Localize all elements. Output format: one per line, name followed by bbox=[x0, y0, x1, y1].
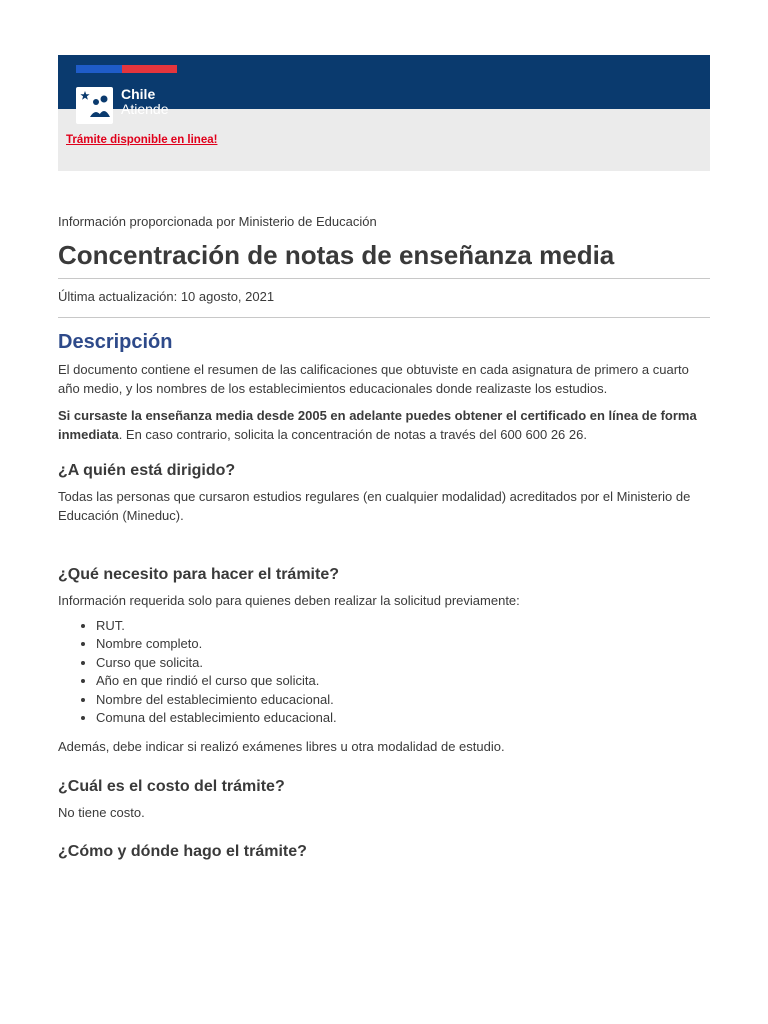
last-updated: Última actualización: 10 agosto, 2021 bbox=[58, 279, 710, 318]
requirements-note: Además, debe indicar si realizó exámenes libres u otra modalidad de estudio. bbox=[58, 738, 505, 754]
list-item: • RUT. bbox=[96, 617, 710, 636]
cost-heading: ¿Cuál es el costo del trámite? bbox=[58, 778, 285, 795]
cost-text: No tiene costo. bbox=[58, 805, 145, 820]
requirements-heading: ¿Qué necesito para hacer el trámite? bbox=[58, 566, 339, 583]
source-info: Información proporcionada por Ministerio de Educación bbox=[58, 214, 377, 229]
requirements-list bbox=[58, 617, 710, 728]
description-heading: Descripción bbox=[58, 331, 173, 353]
chile-atiende-logo-icon bbox=[76, 87, 113, 124]
online-certificate-bold: Si cursaste la enseñanza media desde 2005 en adelante puedes obtener el certificado en línea de forma inmediata bbox=[58, 408, 697, 442]
online-certificate-rest: . En caso contrario, solicita la concentración de notas a través del 600 600 26 26. bbox=[118, 426, 587, 442]
chile-atiende-logo[interactable] bbox=[76, 87, 168, 124]
main-content bbox=[58, 212, 710, 869]
audience-text: Todas las personas que cursaron estudios regulares (en cualquier modalidad) acreditados por el Ministerio de Educación (Mineduc). bbox=[58, 489, 691, 523]
site-header bbox=[58, 55, 710, 171]
flag-red-stripe bbox=[122, 65, 177, 73]
header-band bbox=[58, 55, 710, 117]
list-item: • Nombre del establecimiento educacional. bbox=[96, 691, 710, 710]
flag-blue-stripe bbox=[76, 65, 122, 73]
list-item: • Curso que solicita. bbox=[96, 654, 710, 673]
flag-bar bbox=[76, 65, 177, 73]
audience-heading: ¿A quién está dirigido? bbox=[58, 462, 236, 479]
page-title: Concentración de notas de enseñanza media bbox=[58, 238, 710, 279]
online-certificate-paragraph bbox=[58, 407, 710, 444]
description-paragraph: El documento contiene el resumen de las calificaciones que obtuviste en cada asignatura de primero a cuarto año medio, y los nombres de los establecimientos educacionales donde realizaste los estudios. bbox=[58, 362, 689, 396]
logo-text bbox=[121, 87, 168, 117]
list-item: • Comuna del establecimiento educacional. bbox=[96, 709, 710, 728]
list-item: • Nombre completo. bbox=[96, 635, 710, 654]
requirements-intro: Información requerida solo para quienes deben realizar la solicitud previamente: bbox=[58, 593, 520, 608]
logo-atiende-text: Atiende bbox=[121, 101, 169, 117]
list-item: • Año en que rindió el curso que solicita. bbox=[96, 672, 710, 691]
online-available-link[interactable]: Trámite disponible en linea! bbox=[66, 134, 218, 146]
how-heading: ¿Cómo y dónde hago el trámite? bbox=[58, 842, 307, 860]
logo-chile-text: Chile bbox=[121, 86, 156, 102]
